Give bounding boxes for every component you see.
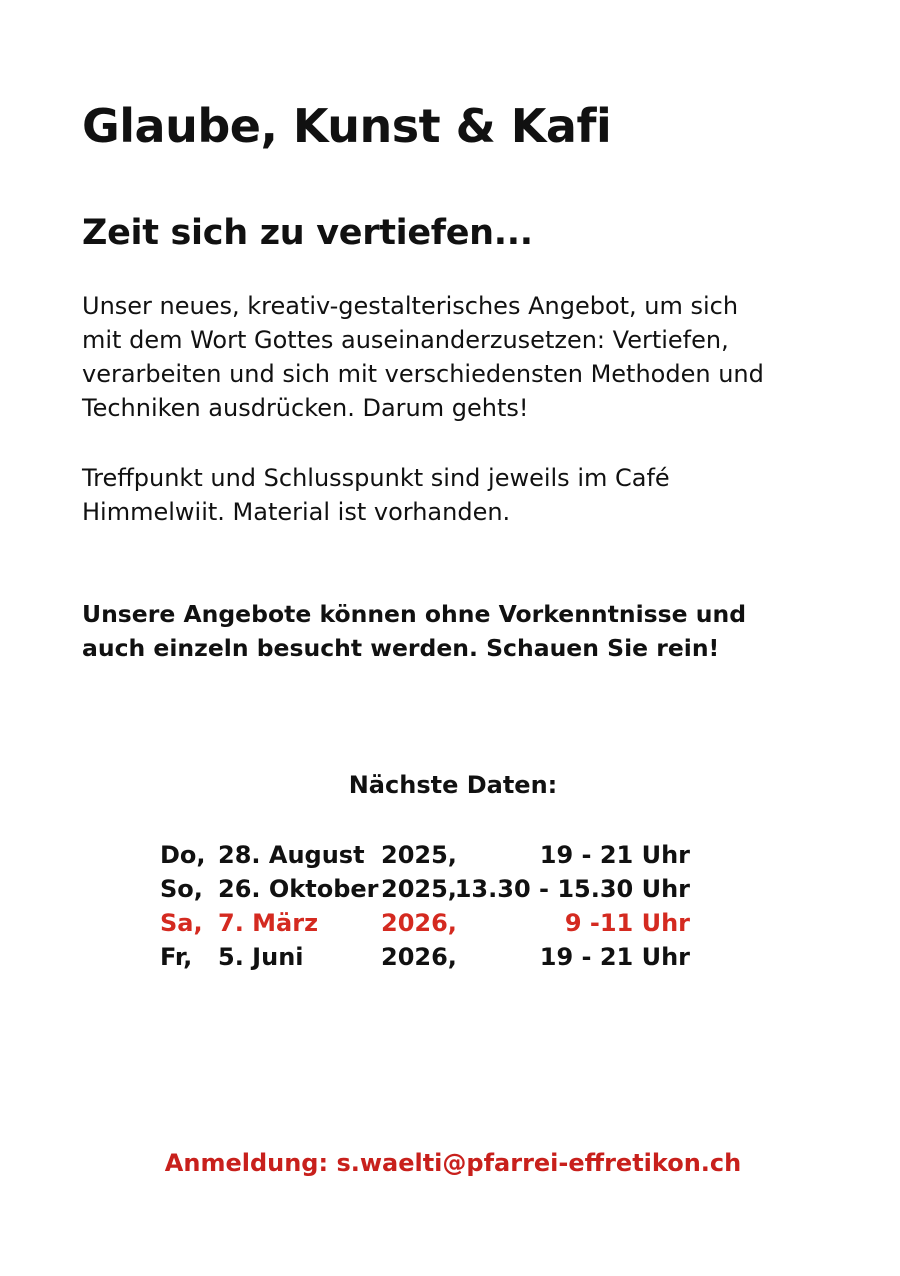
- page-title: Glaube, Kunst & Kafi: [82, 99, 612, 153]
- notice-line: Unsere Angebote können ohne Vorkenntnisse und: [82, 600, 747, 628]
- date-year: 2026,: [381, 909, 457, 937]
- meeting-paragraph: [82, 461, 842, 529]
- intro-line: mit dem Wort Gottes auseinanderzusetzen: Vertiefen,: [82, 326, 729, 354]
- date-date: 26. Oktober: [218, 875, 379, 903]
- dates-heading: Nächste Daten:: [348, 771, 558, 799]
- meeting-line: Himmelwiit. Material ist vorhanden.: [82, 498, 511, 526]
- date-year: 2026,: [381, 943, 457, 971]
- date-row: [160, 906, 700, 940]
- date-day: So,: [160, 875, 203, 903]
- dates-list: [160, 838, 700, 974]
- date-year: 2025,: [381, 875, 457, 903]
- date-day: Do,: [160, 841, 206, 869]
- registration-contact: Anmeldung: s.waelti@pfarrei-effretikon.ch: [164, 1149, 742, 1177]
- date-row: [160, 940, 700, 974]
- date-time: 19 - 21 Uhr: [539, 943, 690, 971]
- date-row: [160, 872, 700, 906]
- date-day: Sa,: [160, 909, 203, 937]
- notice-paragraph: [82, 597, 842, 665]
- intro-line: verarbeiten und sich mit verschiedensten Methoden und: [82, 360, 764, 388]
- meeting-line: Treffpunkt und Schlusspunkt sind jeweils im Café: [82, 464, 670, 492]
- date-year: 2025,: [381, 841, 457, 869]
- date-date: 7. März: [218, 909, 319, 937]
- date-date: 5. Juni: [218, 943, 304, 971]
- date-time: 13.30 - 15.30 Uhr: [454, 875, 690, 903]
- page-subtitle: Zeit sich zu vertiefen...: [82, 213, 533, 253]
- date-time: 19 - 21 Uhr: [539, 841, 690, 869]
- date-row: [160, 838, 700, 872]
- date-day: Fr,: [160, 943, 193, 971]
- date-time: 9 -11 Uhr: [564, 909, 690, 937]
- intro-line: Unser neues, kreativ-gestalterisches Angebot, um sich: [82, 292, 739, 320]
- intro-line: Techniken ausdrücken. Darum gehts!: [82, 394, 529, 422]
- intro-paragraph: [82, 289, 842, 425]
- notice-line: auch einzeln besucht werden. Schauen Sie rein!: [82, 634, 720, 662]
- date-date: 28. August: [218, 841, 365, 869]
